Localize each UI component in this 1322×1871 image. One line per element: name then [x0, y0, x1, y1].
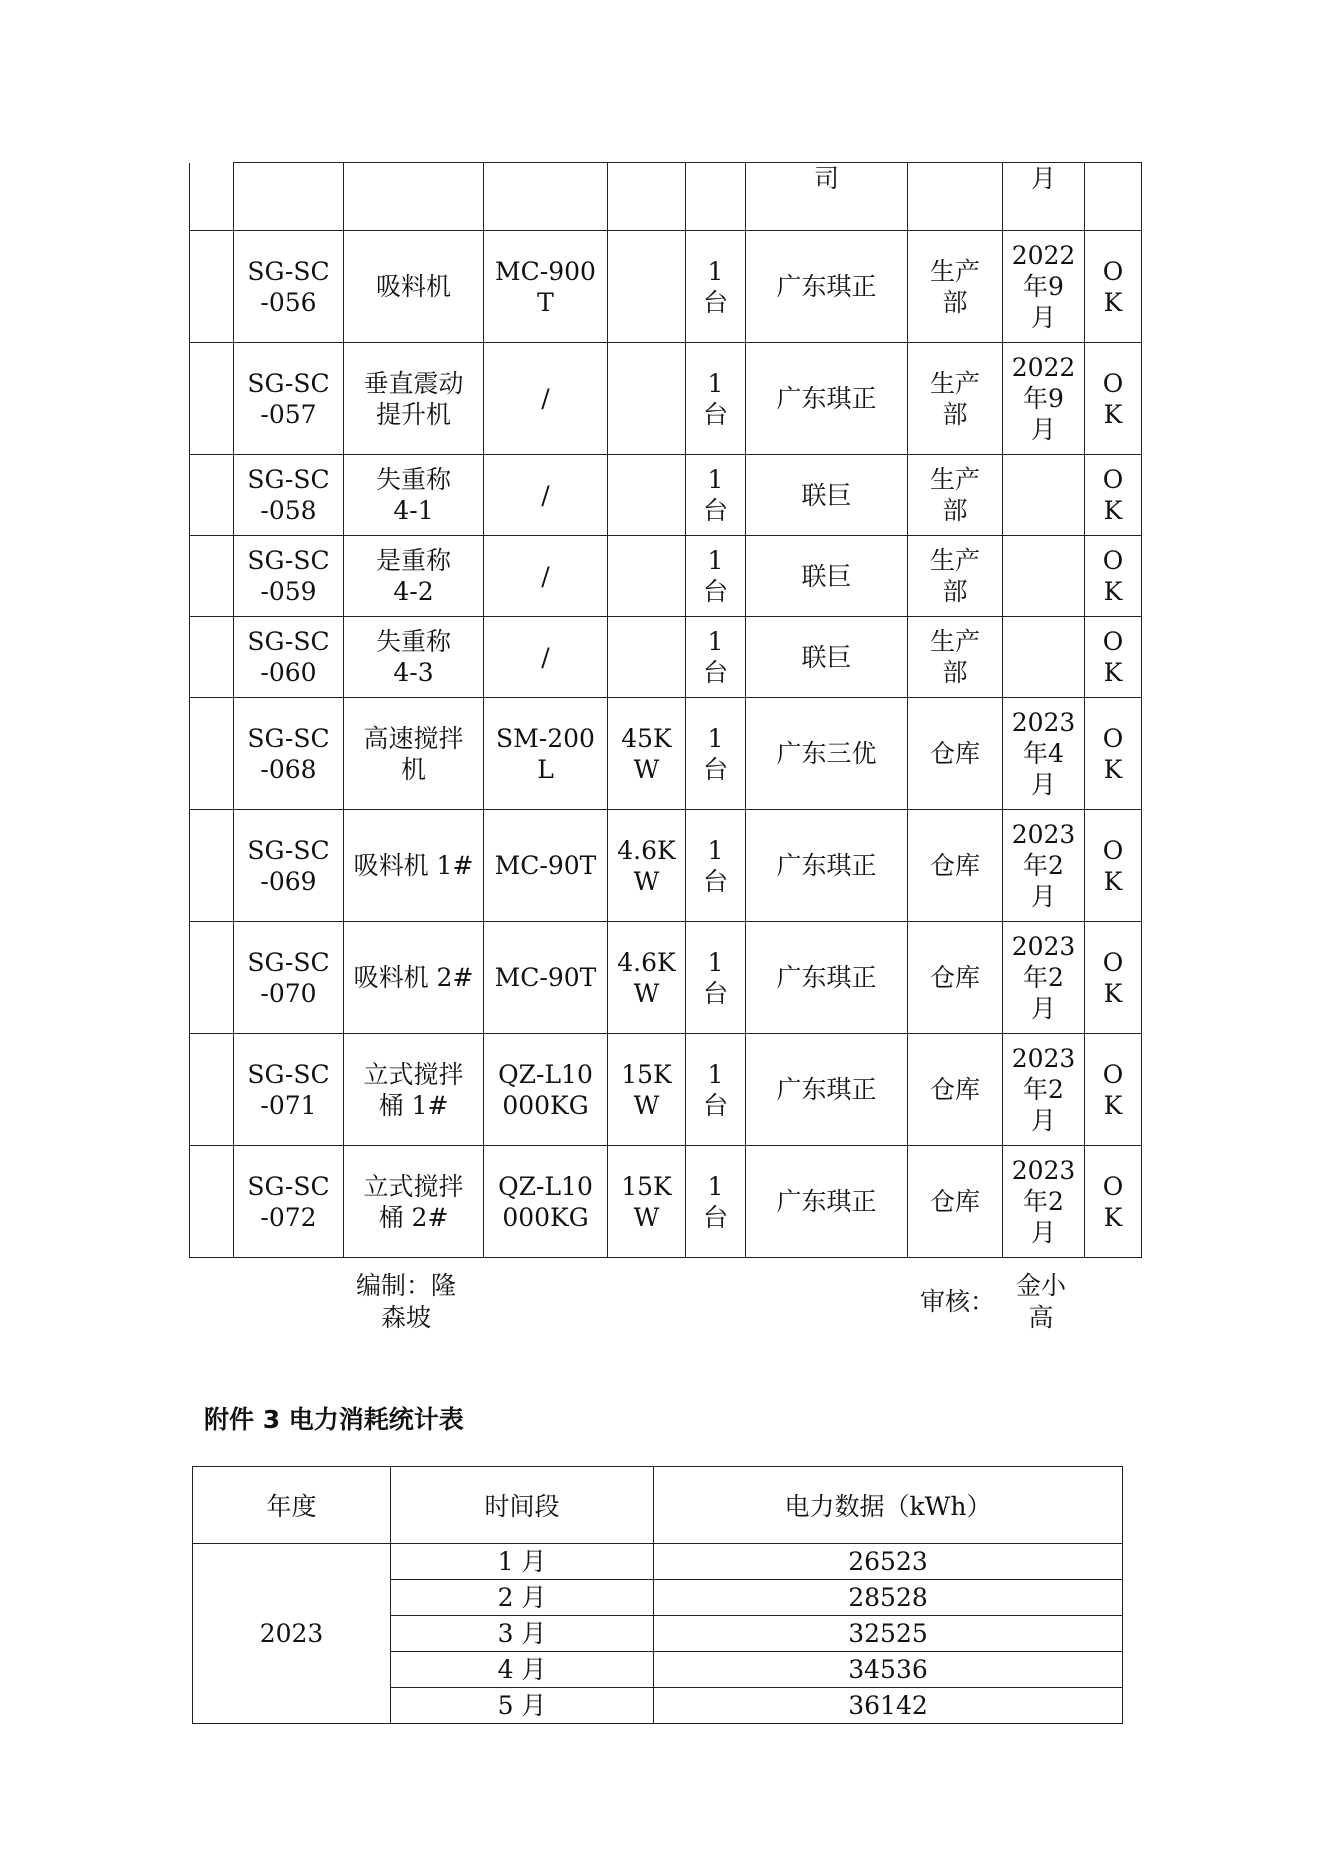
header-power-data: 电力数据（kWh） [654, 1467, 1123, 1544]
table-row [190, 455, 1142, 536]
cell-model [484, 698, 608, 810]
power-value-cell: 36142 [654, 1688, 1123, 1724]
cell-status [1085, 231, 1142, 343]
cell-text-name: 吸料机 2# [353, 963, 474, 992]
cell-text-dept: 生产 部 [929, 627, 980, 687]
cell-text-code: SG-SC -056 [247, 256, 330, 317]
cell-code [234, 455, 344, 536]
cell-qty [686, 810, 746, 922]
equipment-table-body [190, 163, 1142, 1258]
cell-dept [908, 536, 1003, 617]
period-cell: 2 月 [391, 1580, 654, 1616]
cell-date [1003, 163, 1085, 231]
cell-text-date: 2023 年2 月 [1011, 820, 1076, 911]
cell-text-name: 吸料机 1# [353, 851, 474, 880]
table-row [190, 922, 1142, 1034]
row-lead-cell [190, 455, 234, 536]
cell-text-model: / [541, 642, 550, 672]
cell-status [1085, 922, 1142, 1034]
cell-text-code: SG-SC -058 [247, 465, 330, 525]
cell-supplier [746, 922, 908, 1034]
cell-text-qty: 1 台 [702, 368, 728, 429]
cell-model [484, 231, 608, 343]
compiler-signature: 编制：隆 森坡 [356, 1271, 457, 1332]
cell-text-model: QZ-L10 000KG [498, 1171, 593, 1232]
table-row [190, 698, 1142, 810]
cell-text-model: MC-90T [494, 963, 597, 992]
cell-supplier [746, 1146, 908, 1258]
cell-status [1085, 1146, 1142, 1258]
cell-power [608, 343, 686, 455]
cell-text-dept: 仓库 [929, 963, 980, 992]
cell-model [484, 343, 608, 455]
cell-text-status: O K [1102, 256, 1124, 317]
cell-text-model: MC-90T [494, 851, 597, 880]
cell-text-supplier: 联巨 [801, 642, 852, 672]
cell-date [1003, 455, 1085, 536]
cell-qty [686, 163, 746, 231]
cell-date [1003, 617, 1085, 698]
power-value-cell: 28528 [654, 1580, 1123, 1616]
period-cell: 5 月 [391, 1688, 654, 1724]
cell-date [1003, 810, 1085, 922]
cell-text-name: 是重称 4-2 [375, 546, 451, 606]
cell-qty [686, 231, 746, 343]
cell-text-code: SG-SC -059 [247, 546, 330, 606]
cell-date [1003, 343, 1085, 455]
cell-dept [908, 1034, 1003, 1146]
row-lead-cell [190, 617, 234, 698]
cell-text-power: 15K W [621, 1059, 672, 1120]
cell-power [608, 163, 686, 231]
cell-text-model: / [541, 480, 550, 510]
period-cell: 1 月 [391, 1544, 654, 1580]
cell-qty [686, 536, 746, 617]
cell-text-name: 吸料机 [375, 272, 451, 301]
cell-name [344, 617, 484, 698]
cell-supplier [746, 698, 908, 810]
cell-text-date: 2023 年2 月 [1011, 1156, 1076, 1247]
table-row [190, 617, 1142, 698]
table-row [190, 1146, 1142, 1258]
cell-model [484, 922, 608, 1034]
year-cell: 2023 [193, 1544, 391, 1724]
cell-text-status: O K [1102, 947, 1124, 1008]
cell-text-code: SG-SC -069 [247, 835, 330, 896]
cell-status [1085, 343, 1142, 455]
cell-text-qty: 1 台 [702, 465, 728, 525]
cell-text-name: 垂直震动 提升机 [363, 368, 464, 429]
cell-dept [908, 1146, 1003, 1258]
cell-date [1003, 922, 1085, 1034]
cell-power [608, 698, 686, 810]
cell-name [344, 455, 484, 536]
cell-text-power: 4.6K W [617, 835, 676, 896]
table-row [190, 810, 1142, 922]
cell-text-status: O K [1102, 465, 1124, 525]
cell-text-supplier: 联巨 [801, 480, 852, 510]
cell-text-model: / [541, 384, 550, 413]
cell-qty [686, 617, 746, 698]
cell-text-status: O K [1102, 723, 1124, 784]
cell-supplier [746, 163, 908, 231]
cell-model [484, 455, 608, 536]
cell-power [608, 455, 686, 536]
cell-text-date: 2023 年2 月 [1011, 1044, 1076, 1135]
cell-qty [686, 1146, 746, 1258]
cell-name [344, 536, 484, 617]
cell-dept [908, 617, 1003, 698]
cell-status [1085, 455, 1142, 536]
cell-qty [686, 1034, 746, 1146]
cell-code [234, 1146, 344, 1258]
cell-code [234, 617, 344, 698]
cell-qty [686, 698, 746, 810]
cell-status [1085, 1034, 1142, 1146]
cell-code [234, 343, 344, 455]
cell-name [344, 922, 484, 1034]
cell-power [608, 231, 686, 343]
cell-text-supplier: 广东琪正 [776, 1187, 877, 1216]
cell-text-status: O K [1102, 1171, 1124, 1232]
cell-text-dept: 仓库 [929, 851, 980, 880]
cell-dept [908, 343, 1003, 455]
cell-text-dept: 生产 部 [929, 368, 980, 429]
cell-supplier [746, 455, 908, 536]
cell-text-model: SM-200 L [496, 723, 595, 784]
cell-dept [908, 698, 1003, 810]
cell-name [344, 698, 484, 810]
row-lead-cell [190, 1034, 234, 1146]
row-lead-cell [190, 536, 234, 617]
cell-code [234, 536, 344, 617]
cell-text-dept: 仓库 [929, 1075, 980, 1104]
cell-text-power: 45K W [621, 723, 672, 784]
cell-name [344, 1146, 484, 1258]
cell-dept [908, 922, 1003, 1034]
table-row [190, 343, 1142, 455]
cell-dept [908, 455, 1003, 536]
table-row [190, 1034, 1142, 1146]
cell-text-power: 4.6K W [617, 947, 676, 1008]
cell-text-qty: 1 台 [702, 947, 728, 1008]
cell-text-date: 2022 年9 月 [1011, 241, 1076, 332]
cell-text-supplier: 广东三优 [776, 739, 877, 768]
cell-model [484, 1146, 608, 1258]
cell-name [344, 231, 484, 343]
cell-text-code: SG-SC -071 [247, 1059, 330, 1120]
section-heading: 附件 3 电力消耗统计表 [204, 1405, 464, 1434]
cell-text-name: 失重称 4-1 [375, 465, 451, 525]
cell-model [484, 617, 608, 698]
cell-text-qty: 1 台 [702, 1059, 728, 1120]
cell-text-model: QZ-L10 000KG [498, 1059, 593, 1120]
cell-name [344, 1034, 484, 1146]
cell-text-status: O K [1102, 368, 1124, 429]
cell-text-dept: 生产 部 [929, 256, 980, 317]
power-value-cell: 32525 [654, 1616, 1123, 1652]
power-table-body [193, 1467, 1123, 1724]
cell-text-name: 立式搅拌 桶 1# [363, 1059, 464, 1120]
cell-supplier [746, 536, 908, 617]
cell-text-dept: 仓库 [929, 1187, 980, 1216]
cell-code [234, 231, 344, 343]
cell-text-status: O K [1102, 546, 1124, 606]
cell-code [234, 698, 344, 810]
row-lead-cell [190, 810, 234, 922]
cell-qty [686, 455, 746, 536]
reviewer-signature: 金小 高 [1016, 1271, 1067, 1332]
row-lead-cell [190, 231, 234, 343]
cell-text-date: 月 [1030, 164, 1056, 193]
cell-text-date: 2023 年4 月 [1011, 708, 1076, 799]
cell-text-qty: 1 台 [702, 723, 728, 784]
cell-status [1085, 810, 1142, 922]
cell-text-supplier: 广东琪正 [776, 851, 877, 880]
cell-text-status: O K [1102, 835, 1124, 896]
cell-text-qty: 1 台 [702, 627, 728, 687]
cell-text-status: O K [1102, 627, 1124, 687]
table-row [190, 536, 1142, 617]
cell-supplier [746, 810, 908, 922]
cell-text-name: 立式搅拌 桶 2# [363, 1171, 464, 1232]
cell-text-code: SG-SC -060 [247, 627, 330, 687]
cell-supplier [746, 1034, 908, 1146]
row-lead-cell [190, 163, 234, 231]
row-lead-cell [190, 343, 234, 455]
cell-power [608, 617, 686, 698]
cell-text-code: SG-SC -068 [247, 723, 330, 784]
cell-name [344, 163, 484, 231]
cell-status [1085, 536, 1142, 617]
row-lead-cell [190, 922, 234, 1034]
cell-text-name: 失重称 4-3 [375, 627, 451, 687]
cell-text-qty: 1 台 [702, 256, 728, 317]
cell-text-supplier: 司 [813, 164, 839, 193]
cell-dept [908, 231, 1003, 343]
cell-code [234, 1034, 344, 1146]
cell-dept [908, 163, 1003, 231]
cell-date [1003, 698, 1085, 810]
cell-status [1085, 163, 1142, 231]
cell-supplier [746, 617, 908, 698]
cell-text-date: 2022 年9 月 [1011, 353, 1076, 444]
cell-text-qty: 1 台 [702, 546, 728, 606]
power-consumption-table [192, 1466, 1123, 1724]
power-table-row [193, 1544, 1123, 1580]
power-value-cell: 26523 [654, 1544, 1123, 1580]
cell-power [608, 536, 686, 617]
cell-text-supplier: 广东琪正 [776, 1075, 877, 1104]
power-table-header-row [193, 1467, 1123, 1544]
cell-date [1003, 231, 1085, 343]
row-lead-cell [190, 1146, 234, 1258]
cell-qty [686, 922, 746, 1034]
cell-supplier [746, 231, 908, 343]
table-row [190, 231, 1142, 343]
cell-text-dept: 生产 部 [929, 546, 980, 606]
equipment-table [189, 162, 1142, 1258]
cell-name [344, 343, 484, 455]
cell-text-date: 2023 年2 月 [1011, 932, 1076, 1023]
cell-text-model: MC-900 T [495, 256, 596, 317]
period-cell: 3 月 [391, 1616, 654, 1652]
cell-model [484, 163, 608, 231]
cell-text-code: SG-SC -057 [247, 368, 330, 429]
cell-power [608, 922, 686, 1034]
cell-dept [908, 810, 1003, 922]
cell-text-supplier: 广东琪正 [776, 384, 877, 413]
header-year: 年度 [193, 1467, 391, 1544]
cell-date [1003, 536, 1085, 617]
cell-code [234, 922, 344, 1034]
cell-text-qty: 1 台 [702, 1171, 728, 1232]
cell-date [1003, 1034, 1085, 1146]
cell-text-code: SG-SC -072 [247, 1171, 330, 1232]
cell-text-dept: 生产 部 [929, 465, 980, 525]
power-value-cell: 34536 [654, 1652, 1123, 1688]
cell-status [1085, 698, 1142, 810]
cell-text-power: 15K W [621, 1171, 672, 1232]
header-period: 时间段 [391, 1467, 654, 1544]
cell-supplier [746, 343, 908, 455]
cell-text-status: O K [1102, 1059, 1124, 1120]
cell-power [608, 810, 686, 922]
cell-code [234, 810, 344, 922]
cell-date [1003, 1146, 1085, 1258]
cell-text-dept: 仓库 [929, 739, 980, 768]
cell-power [608, 1146, 686, 1258]
cell-qty [686, 343, 746, 455]
cell-text-code: SG-SC -070 [247, 947, 330, 1008]
cell-text-model: / [541, 561, 550, 591]
cell-text-supplier: 广东琪正 [776, 963, 877, 992]
cell-text-supplier: 联巨 [801, 561, 852, 591]
cell-model [484, 810, 608, 922]
cell-model [484, 536, 608, 617]
cell-text-name: 高速搅拌 机 [363, 723, 464, 784]
cell-text-supplier: 广东琪正 [776, 272, 877, 301]
cell-text-qty: 1 台 [702, 835, 728, 896]
table-row [190, 163, 1142, 231]
period-cell: 4 月 [391, 1652, 654, 1688]
row-lead-cell [190, 698, 234, 810]
cell-power [608, 1034, 686, 1146]
cell-status [1085, 617, 1142, 698]
cell-model [484, 1034, 608, 1146]
cell-name [344, 810, 484, 922]
reviewer-label: 审核： [920, 1287, 996, 1316]
cell-code [234, 163, 344, 231]
